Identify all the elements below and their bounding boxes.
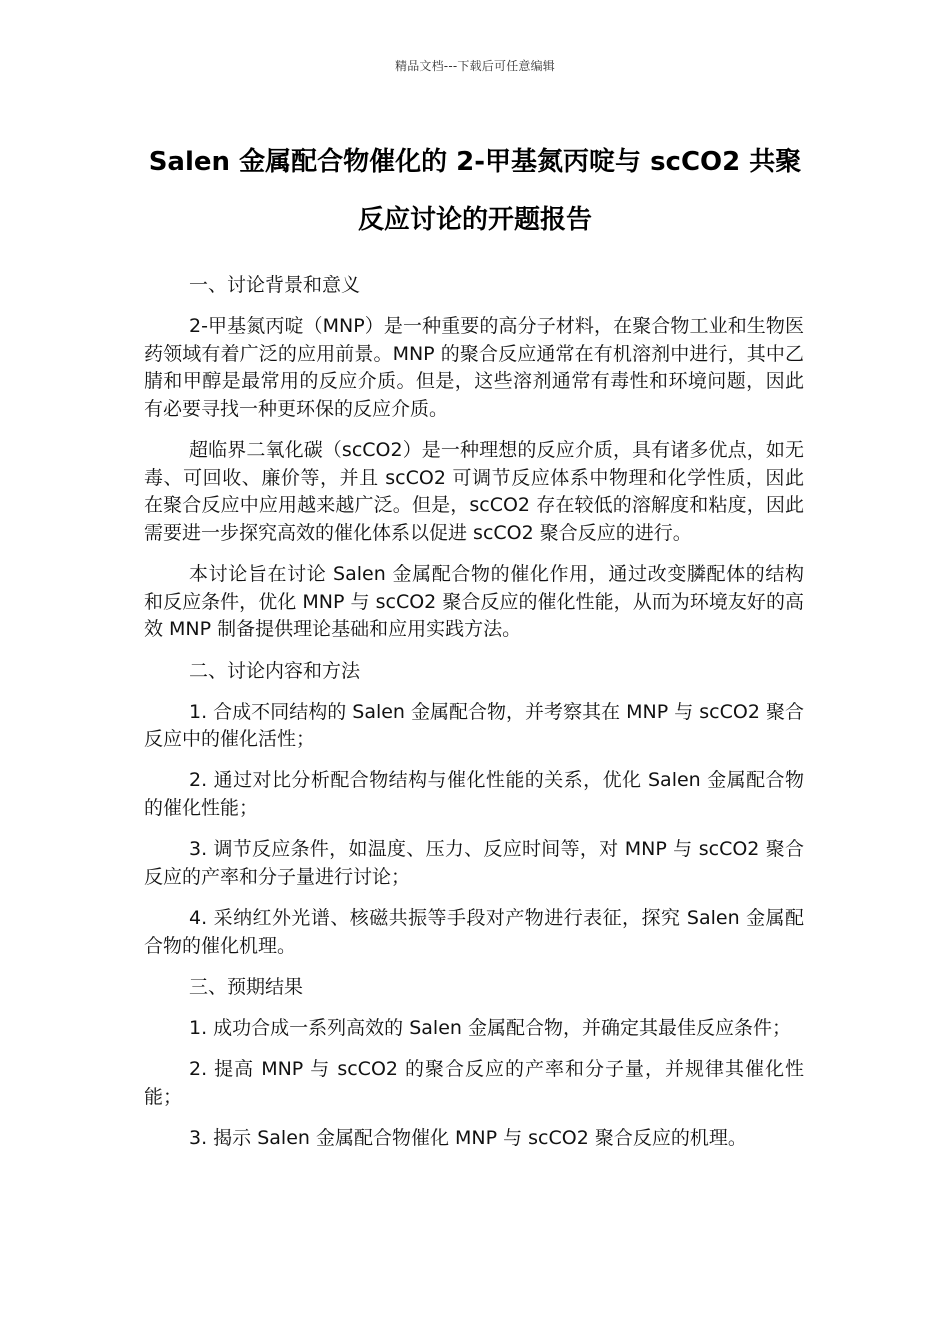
- list-item: 2. 通过对比分析配合物结构与催化性能的关系，优化 Salen 金属配合物的催化性能；: [144, 769, 804, 820]
- header-note: 精品文档---下载后可任意编辑: [395, 59, 555, 73]
- section-heading: 一、讨论背景和意义: [189, 274, 361, 296]
- section-heading: 三、预期结果: [189, 975, 304, 998]
- document-title: Salen 金属配合物催化的 2-甲基氮丙啶与 scCO2 共聚反应讨论的开题报告: [148, 147, 802, 235]
- section-expected-results: [144, 974, 804, 1153]
- list-item: 3. 揭示 Salen 金属配合物催化 MNP 与 scCO2 聚合反应的机理。: [189, 1126, 747, 1149]
- document-body: [144, 272, 804, 1166]
- list-item: 1. 成功合成一系列高效的 Salen 金属配合物，并确定其最佳反应条件；: [189, 1017, 791, 1039]
- list-item: 1. 合成不同结构的 Salen 金属配合物，并考察其在 MNP 与 scCO2 聚合反应中的催化活性；: [144, 700, 804, 751]
- paragraph: 2-甲基氮丙啶（MNP）是一种重要的高分子材料，在聚合物工业和生物医药领域有着广泛的应用前景。MNP 的聚合反应通常在有机溶剂中进行，其中乙腈和甲醇是最常用的反应介质。但是，这些溶剂通常有毒性和环境问题，因此有必要寻找一种更环保的反应介质。: [144, 315, 804, 420]
- list-item: 2. 提高 MNP 与 scCO2 的聚合反应的产率和分子量，并规律其催化性能；: [144, 1058, 804, 1108]
- section-heading: 二、讨论内容和方法: [189, 659, 361, 682]
- paragraph: 本讨论旨在讨论 Salen 金属配合物的催化作用，通过改变膦配体的结构和反应条件，优化 MNP 与 scCO2 聚合反应的催化性能，从而为环境友好的高效 MNP 制备提供理论基础和应用实践方法。: [144, 563, 804, 641]
- paragraph: 超临界二氧化碳（scCO2）是一种理想的反应介质，具有诸多优点，如无毒、可回收、廉价等，并且 scCO2 可调节反应体系中物理和化学性质，因此在聚合反应中应用越来越广泛。但是，scCO2 存在较低的溶解度和粘度，因此需要进一步探究高效的催化体系以促进 scCO2 聚合反应的进行。: [144, 439, 804, 544]
- list-item: 4. 采纳红外光谱、核磁共振等手段对产物进行表征，探究 Salen 金属配合物的催化机理。: [144, 907, 804, 957]
- section-background: [144, 272, 804, 644]
- section-content-methods: [144, 658, 804, 961]
- list-item: 3. 调节反应条件，如温度、压力、反应时间等，对 MNP 与 scCO2 聚合反应的产率和分子量进行讨论；: [144, 838, 804, 888]
